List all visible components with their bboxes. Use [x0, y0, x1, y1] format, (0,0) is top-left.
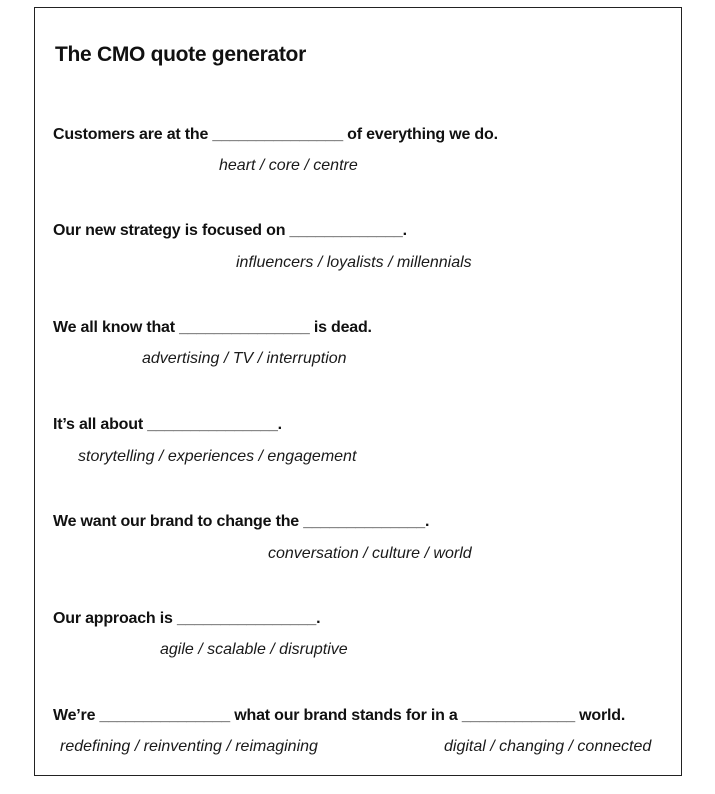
quote-3-text: We all know that _______________ is dead. — [53, 319, 372, 336]
quote-7-options-2: digital / changing / connected — [444, 738, 652, 755]
quote-2-options: influencers / loyalists / millennials — [236, 254, 472, 271]
quote-5-options: conversation / culture / world — [268, 545, 472, 562]
quote-3-options: advertising / TV / interruption — [142, 350, 347, 367]
quote-7-text: We’re _______________ what our brand stands for in a _____________ world. — [53, 707, 626, 724]
quote-6-text: Our approach is ________________. — [53, 610, 321, 627]
quote-card — [34, 7, 682, 776]
quote-6-options: agile / scalable / disruptive — [160, 641, 348, 658]
quote-1-text: Customers are at the _______________ of everything we do. — [53, 126, 498, 143]
quote-4-options: storytelling / experiences / engagement — [78, 448, 357, 465]
quote-1-options: heart / core / centre — [219, 157, 358, 174]
quote-4-text: It’s all about _______________. — [53, 416, 282, 433]
quote-7-options: redefining / reinventing / reimagining — [60, 738, 318, 755]
quote-5-text: We want our brand to change the ______________. — [53, 513, 430, 530]
page-title: The CMO quote generator — [55, 43, 306, 66]
quote-2-text: Our new strategy is focused on _____________. — [53, 222, 407, 239]
